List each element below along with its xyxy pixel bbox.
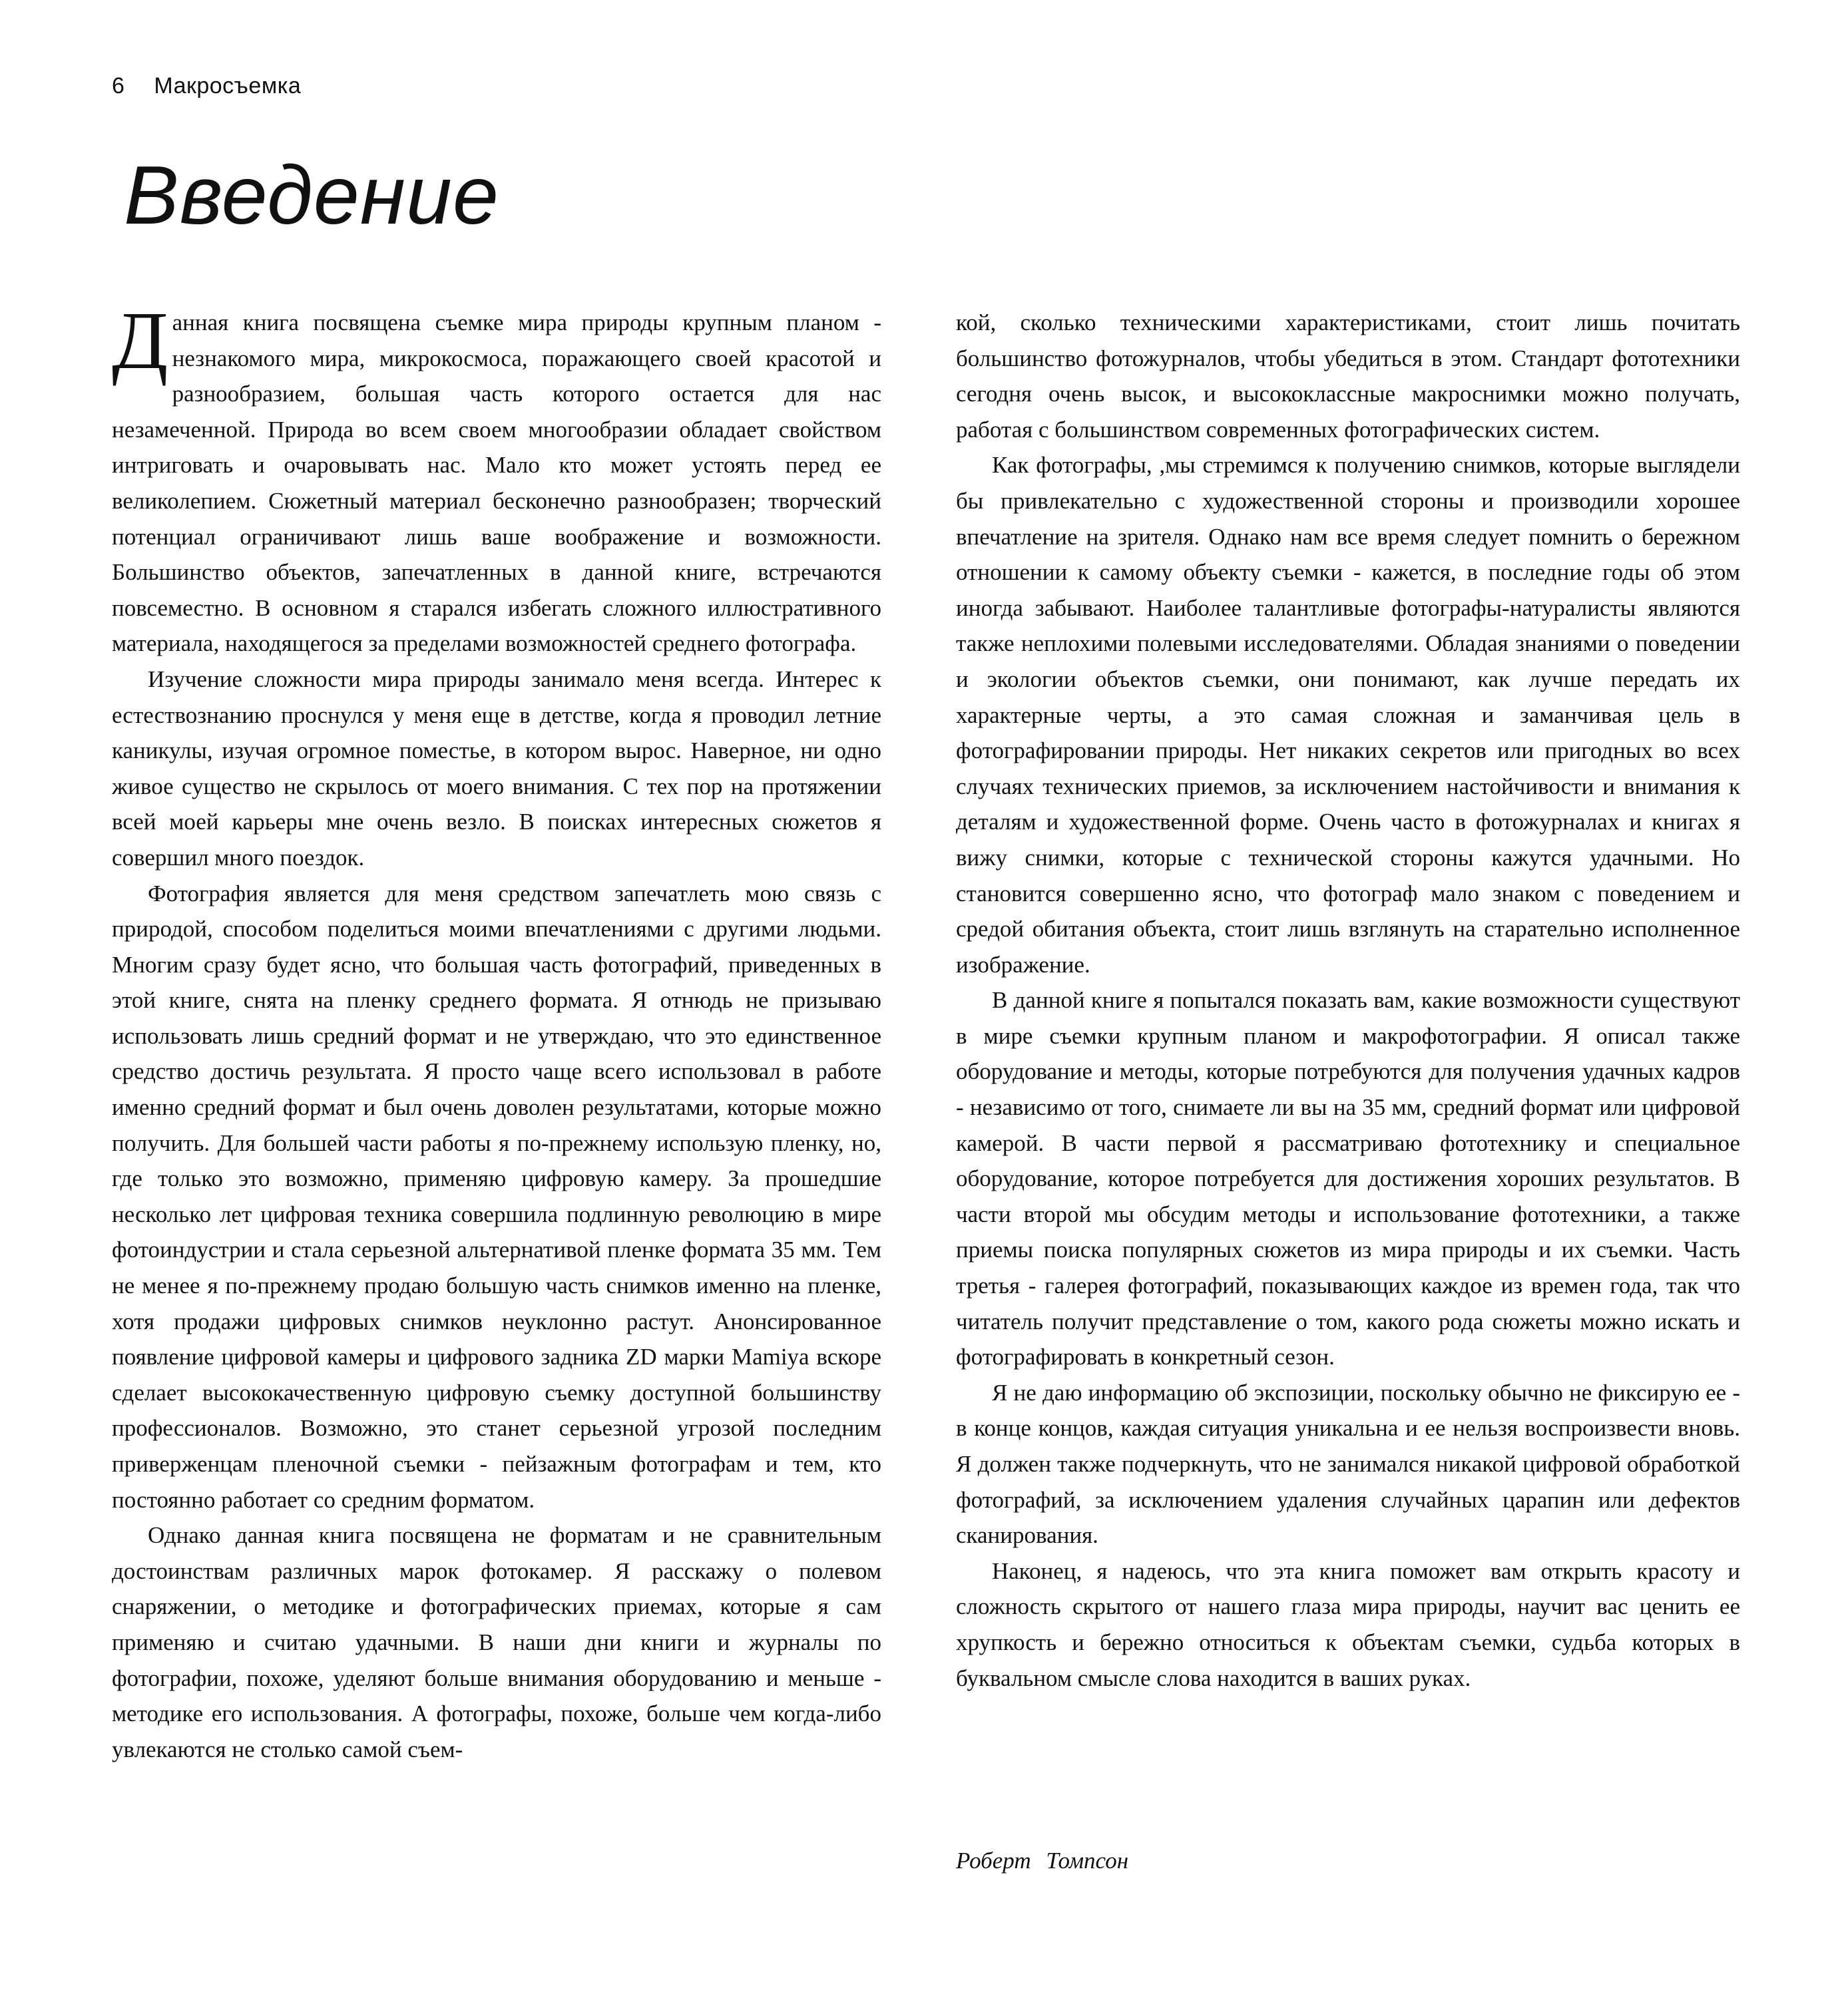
body-paragraph: Наконец, я надеюсь, что эта книга поможет вам открыть красоту и сложность скрытого от нашего глаза мира природы, научит вас ценить ее хрупкость и бережно относиться к объектам съемки, судьба которых в буквальном смысле слова находится в ваших руках. [956,1557,1740,1691]
text-column-left [112,295,881,1767]
body-paragraph-continued: кой, сколько техническими характеристиками, стоит лишь почитать большинство фотожурналов, чтобы убедиться в этом. Стандарт фототехники сегодня очень высок, и высококлассные макроснимки можно получать, работая с большинством современных фотографических систем. [956,309,1740,443]
paragraph-text: анная книга посвящена съемке мира природы крупным планом - незнакомого мира, микрокосмоса, поражающего своей красотой и разнообразием, большая часть которого остается для нас незамеченной. Природа во всем своем многообразии обладает свойством интриговать и очаровывать нас. Мало кто может устоять перед ее великолепием. Сюжетный материал бесконечно разнообразен; творческий потенциал ограничивают лишь ваше воображение и возможности. Большинство объектов, запечатленных в данной книге, встречаются повсеместно. В основном я старался избегать сложного иллюстративного материала, находящегося за пределами возможностей среднего фотографа. [112,309,881,657]
body-paragraph: Фотография является для меня средством запечатлеть мою связь с природой, способом поделиться моими впечатлениями с другими людьми. Многим сразу будет ясно, что большая часть фотографий, приведенных в этой книге, снята на пленку среднего формата. Я отнюдь не призываю использовать лишь средний формат и не утверждаю, что это единственное средство достичь результата. Я просто чаще всего использовал в работе именно средний формат и был очень доволен результатами, которые можно получить. Для большей части работы я по-прежнему использую пленку, но, где только это возможно, применяю цифровую камеру. За прошедшие несколько лет цифровая техника совершила подлинную революцию в мире фотоиндустрии и стала серьезной альтернативой пленке формата 35 мм. Тем не менее я по-прежнему продаю большую часть снимков именно на пленке, хотя продажи цифровых снимков неуклонно растут. Анонсированное появление цифровой камеры и цифрового задника ZD марки Mamiya вскоре сделает высококачественную цифровую съемку доступной большинству профессионалов. Возможно, это станет серьезной угрозой последним приверженцам пленочной съемки - пейзажным фотографам и тем, кто постоянно работает со средним форматом. [112,880,881,1513]
chapter-title: Введение [124,150,499,242]
body-paragraph: Я не даю информацию об экспозиции, поскольку обычно не фиксирую ее - в конце концов, каждая ситуация уникальна и ее нельзя воспроизвести вновь. Я должен также подчеркнуть, что не занимался никакой цифровой обработкой фотографий, за исключением удаления случайных царапин или дефектов сканирования. [956,1379,1740,1549]
text-column-right [956,305,1740,1696]
drop-cap: Д [112,295,168,386]
running-title: Макросъемка [154,73,302,99]
body-paragraph: Как фотографы, ,мы стремимся к получению снимков, которые выглядели бы привлекательно с художественной стороны и производили хорошее впечатление на зрителя. Однако нам все время следует помнить о бережном отношении к самому объекту съемки - кажется, в последние годы об этом иногда забывают. Наиболее талантливые фотографы-натуралисты являются также неплохими полевыми исследователями. Обладая знаниями о поведении и экологии объектов съемки, они понимают, как лучше передать их характерные черты, а это самая сложная и заманчивая цель в фотографировании природы. Нет никаких секретов или пригодных во всех случаях технических приемов, за исключением настойчивости и внимания к деталям и художественной форме. Очень часто в фотожурналах и книгах я вижу снимки, которые с технической стороны кажутся удачными. Но становится совершенно ясно, что фотограф мало знаком с поведением и средой обитания объекта, стоит лишь взглянуть на старательно исполненное изображение. [956,452,1740,978]
body-paragraph: В данной книге я попытался показать вам, какие возможности существуют в мире съемки крупным планом и макрофотографии. Я описал также оборудование и методы, которые потребуются для получения удачных кадров - независимо от того, снимаете ли вы на 35 мм, средний формат или цифровой камерой. В части первой я рассматриваю фототехнику и специальное оборудование, которое потребуется для достижения хороших результатов. В части второй мы обсудим методы и использование фототехники, а также приемы поиска популярных сюжетов из мира природы и их съемки. Часть третья - галерея фотографий, показывающих каждое из времен года, так что читатель получит представление о том, какого рода сюжеты можно искать и фотографировать в конкретный сезон. [956,987,1740,1370]
running-header [112,73,301,99]
author-signature: Роберт Томпсон [956,1848,1129,1874]
page-number: 6 [112,73,125,99]
body-paragraph [112,295,881,662]
body-paragraph-split: Однако данная книга посвящена не форматам и не сравнительным достоинствам различных марок фотокамер. Я расскажу о полевом снаряжении, о методике и фотографических приемах, которые я сам применяю и считаю удачными. В наши дни книги и журналы по фотографии, похоже, уделяют больше внимания оборудованию и меньше - методике его использования. А фотографы, похоже, больше чем когда-либо увлекаются не столько самой съем- [112,1522,881,1762]
body-paragraph: Изучение сложности мира природы занимало меня всегда. Интерес к естествознанию проснулся у меня еще в детстве, когда я проводил летние каникулы, изучая огромное поместье, в котором вырос. Наверное, ни одно живое существо не скрылось от моего внимания. С тех пор на протяжении всей моей карьеры мне очень везло. В поисках интересных сюжетов я совершил много поездок. [112,666,881,871]
